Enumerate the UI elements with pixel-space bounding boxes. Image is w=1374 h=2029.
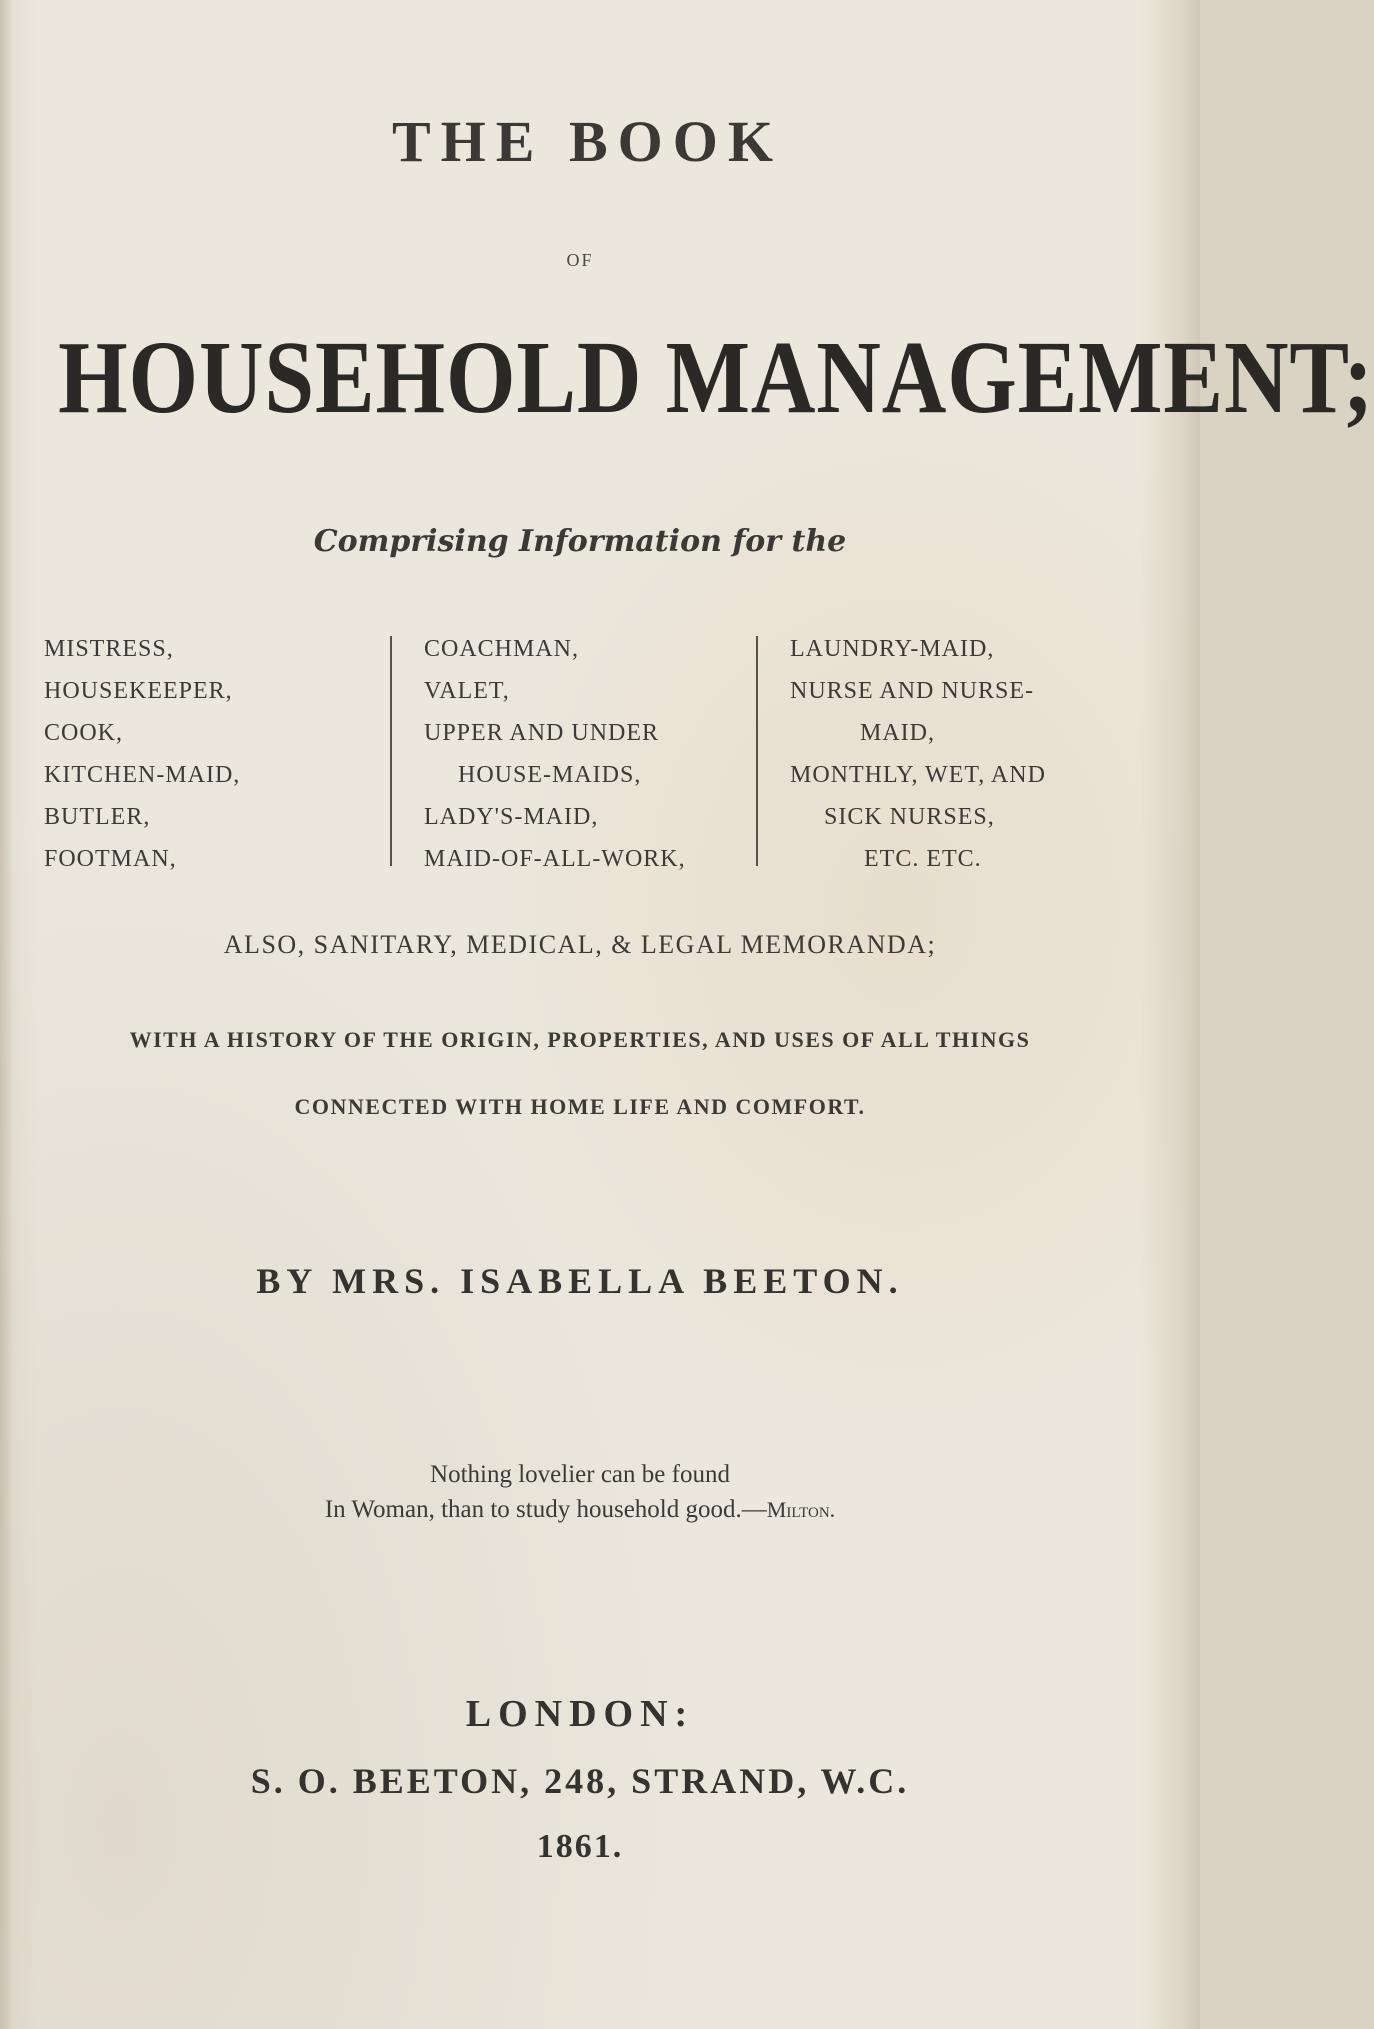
role-item: UPPER AND UNDER <box>424 720 660 746</box>
roles-column-1 <box>44 628 240 880</box>
roles-column-3 <box>790 628 1046 880</box>
epigraph-line-2 <box>0 1496 1160 1524</box>
role-item: SICK NURSES, <box>824 804 995 830</box>
role-item: COOK, <box>44 720 124 746</box>
role-item: COACHMAN, <box>424 636 580 662</box>
memoranda-line: ALSO, SANITARY, MEDICAL, & LEGAL MEMORANDA; <box>223 930 937 959</box>
epigraph-line-1: Nothing lovelier can be found <box>430 1461 730 1488</box>
role-item: VALET, <box>424 678 510 704</box>
role-item: BUTLER, <box>44 804 151 830</box>
role-item: KITCHEN-MAID, <box>44 762 241 788</box>
book-main-title: HOUSEHOLD MANAGEMENT; <box>58 320 1374 435</box>
role-item: MAID-OF-ALL-WORK, <box>424 846 686 872</box>
roles-column-2 <box>424 628 686 880</box>
book-subtitle: Comprising Information for the <box>313 524 847 559</box>
history-line-1: WITH A HISTORY OF THE ORIGIN, PROPERTIES, AND USES OF ALL THINGS <box>129 1027 1031 1052</box>
author-line: BY MRS. ISABELLA BEETON. <box>256 1261 904 1301</box>
role-item: NURSE AND NURSE- <box>790 678 1035 704</box>
role-item: HOUSEKEEPER, <box>44 678 233 704</box>
column-divider <box>390 636 392 866</box>
imprint-city: LONDON: <box>465 1693 695 1735</box>
imprint-publisher: S. O. BEETON, 248, STRAND, W.C. <box>250 1761 910 1801</box>
book-title-of: OF <box>566 250 594 270</box>
role-item: MAID, <box>860 720 935 746</box>
role-item: LAUNDRY-MAID, <box>790 636 995 662</box>
role-item: MONTHLY, WET, AND <box>790 762 1046 788</box>
epigraph-text: In Woman, than to study household good.— <box>324 1496 767 1523</box>
epigraph-attribution: Milton. <box>766 1497 836 1522</box>
imprint-year: 1861. <box>536 1828 624 1865</box>
book-title-line: THE BOOK <box>391 109 783 174</box>
role-item: ETC. ETC. <box>864 846 982 872</box>
column-divider <box>756 636 758 866</box>
role-item: MISTRESS, <box>44 636 174 662</box>
role-item: FOOTMAN, <box>44 846 177 872</box>
role-item: LADY'S-MAID, <box>424 804 599 830</box>
history-line-2: CONNECTED WITH HOME LIFE AND COMFORT. <box>294 1094 866 1119</box>
role-item: HOUSE-MAIDS, <box>458 762 642 788</box>
